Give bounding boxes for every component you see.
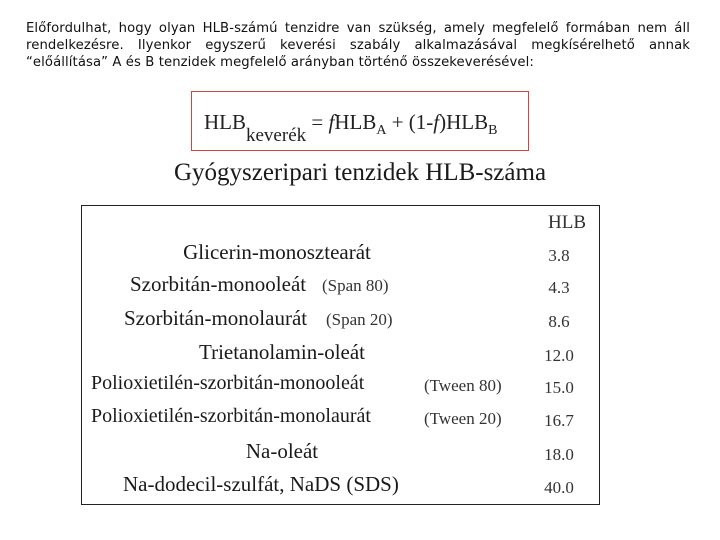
formula-fraction-f2: f xyxy=(433,110,440,134)
intro-paragraph: Előfordulhat, hogy olyan HLB-számú tenzidre van szükség, amely megfelelő formában nem áll rendelkezésre. Ilyenkor egyszerű keverési szabály alkalmazásával megkísérelhető annak “előállítása” A és B tenzidek megfelelő arányban történő összekeverésével: xyxy=(26,21,690,70)
formula-hlb-b: )HLB xyxy=(439,110,489,134)
hlb-table xyxy=(81,205,600,505)
hlb-value: 8.6 xyxy=(548,312,570,331)
surfactant-note: (Tween 80) xyxy=(424,376,502,395)
hlb-value: 4.3 xyxy=(548,278,570,297)
formula-subscript-b: B xyxy=(488,123,498,138)
table-row xyxy=(82,372,598,402)
formula-box xyxy=(191,91,529,151)
surfactant-name: Szorbitán-monolaurát xyxy=(124,306,308,330)
hlb-value: 16.7 xyxy=(544,411,574,430)
table-title: Gyógyszeripari tenzidek HLB-száma xyxy=(173,159,547,186)
formula-hlb-a: HLB xyxy=(334,110,377,134)
surfactant-name: Polioxietilén-szorbitán-monolaurát xyxy=(91,405,371,427)
table-row xyxy=(82,240,598,270)
mixing-formula xyxy=(204,110,498,146)
formula-equals: = xyxy=(306,110,329,134)
hlb-value: 3.8 xyxy=(548,246,570,265)
table-row xyxy=(82,439,598,469)
surfactant-name: Szorbitán-monooleát xyxy=(130,272,307,296)
hlb-value: 40.0 xyxy=(544,478,574,497)
hlb-value: 15.0 xyxy=(544,378,574,397)
table-row xyxy=(82,306,598,336)
table-row xyxy=(82,340,598,370)
surfactant-name: Trietanolamin-oleát xyxy=(198,340,366,364)
table-row xyxy=(82,472,598,502)
table-row xyxy=(82,272,598,302)
surfactant-name: Polioxietilén-szorbitán-monooleát xyxy=(91,372,365,394)
formula-lhs-subscript: keverék xyxy=(246,125,307,146)
hlb-column-header: HLB xyxy=(548,212,586,233)
formula-lhs-main: HLB xyxy=(204,110,246,134)
table-row xyxy=(82,405,598,435)
surfactant-name: Na-oleát xyxy=(245,439,319,463)
hlb-value: 18.0 xyxy=(544,445,574,464)
surfactant-note: (Tween 20) xyxy=(424,409,502,428)
surfactant-note: (Span 20) xyxy=(326,310,393,329)
surfactant-name: Na-dodecil-szulfát, NaDS (SDS) xyxy=(123,472,399,496)
surfactant-note: (Span 80) xyxy=(322,276,389,295)
hlb-value: 12.0 xyxy=(544,346,574,365)
formula-subscript-a: A xyxy=(376,123,387,138)
surfactant-name: Glicerin-monosztearát xyxy=(183,240,371,264)
formula-fraction-f: f xyxy=(328,110,335,134)
formula-plus: + (1- xyxy=(386,110,434,134)
